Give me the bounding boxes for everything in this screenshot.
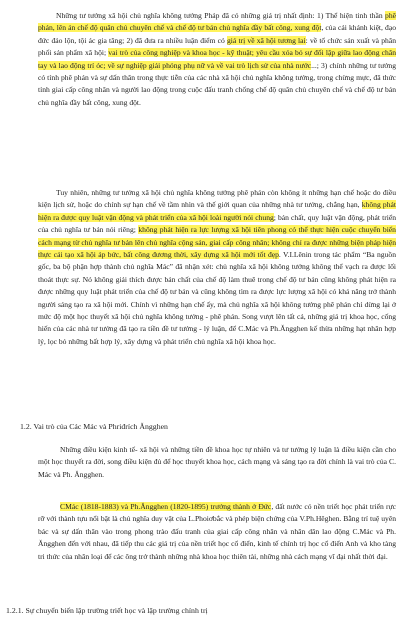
body-text: Những điều kiện kinh tế- xã hội và những tiền đề khoa học tự nhiên và tư tưởng lý luận là điều kiện cần cho một học thuyết ra đời, song điều kiện đủ để học thuyết khoa học, cách mạng và sáng tạo ra đời chính là vai trò của C. Mác và Ph. Ăngghen.: [38, 445, 396, 479]
body-text: ...; 3) chính những tư tưởng có tính phê phán và sự dấn thân trong thực tiễn của các nhà xã hội chủ nghĩa không tưởng, trong chừng mực, đã thức tỉnh giai cấp công nhân và người lao động trong cuộc đấu tranh chống chế độ quân chủ chuyên chế và chế độ tư bản chủ nghĩa đầy bất công, xung đột.: [38, 60, 396, 107]
paragraph-utopian-values: [38, 10, 396, 109]
highlighted-text: giá trị về xã hội tương lai: [226, 35, 306, 45]
body-text: Những tư tưởng xã hội chủ nghĩa không tưởng Pháp đã có những giá trị nhất định: 1) Thể hiện tinh thần: [56, 11, 386, 20]
highlighted-text: vai trò của công nghiệp và khoa học - kỹ thuật; yêu cầu xóa bỏ sự đối lập giữa lao động chân tay và lao động trí óc; về sự nghiệp giải phóng phụ nữ và về vai trò lịch sử của nhà nước: [38, 48, 396, 70]
highlighted-text: không phát hiện ra được quy luật vận động và phát triển của xã hội loài người nói chung: [38, 200, 396, 222]
body-text: . V.I.Lênin trong tác phẩm “Ba nguồn gốc, ba bộ phận hợp thành chủ nghĩa Mác” đã nhận xét: chủ nghĩa xã hội không tưởng không thể vạch ra được lối thoát thực sự. Nó không giải thích được bản chất của chế độ làm thuê trong chế độ tư bản cũng không phát hiện ra được những quy luật phát triển của chế độ tư bản và cũng không tìm ra được lực lượng xã hội có khả năng trở thành người sáng tạo ra xã hội mới. Chính vì những hạn chế ấy, mà chủ nghĩa xã hội không tưởng phê phán chỉ dừng lại ở mức độ một học thuyết xã hội chủ nghĩa không tưởng - phê phán. Song vượt lên tất cả, những giá trị khoa học, cống hiến của các nhà tư tưởng đã tạo ra tiền đề tư tưởng - lý luận, để C.Mác và Ph.Ăngghen kế thừa những hạt nhân hợp lý, lọc bỏ những bất hợp lý, xây dựng và phát triển chủ nghĩa xã hội khoa học.: [38, 250, 396, 346]
body-text: , của cải khánh kiệt, đạo đức đảo lộn, tội ác gia tăng; 2) đã đưa ra nhiều luận điểm có: [38, 23, 397, 45]
paragraph-conditions: [38, 444, 396, 481]
highlighted-text: không phát hiện ra lực lượng xã hội tiên phong có thể thực hiện cuộc chuyển biến cách mạng từ chủ nghĩa tư bản lên chủ nghĩa cộng sản, giai cấp công nhân; không chỉ ra được những biện pháp hiện thực cải tạo xã hội áp bức, bất công đương thời, xây dựng xã hội mới tốt đẹp: [38, 225, 396, 260]
subsection-heading-philosophical-shift: 1.2.1. Sự chuyển biến lập trường triết học và lập trường chính trị: [6, 606, 208, 615]
paragraph-marx-engels-bio: [38, 501, 396, 563]
body-text: : về tổ chức sản xuất và phân phối sản phẩm xã hội;: [38, 35, 396, 58]
highlighted-text: CMác (1818-1883) và Ph.Ăngghen (1820-1895) trưởng thành ở Đức: [60, 502, 272, 511]
highlighted-text: phê phán, lên án chế độ quân chủ chuyên chế và chế độ tư bản chủ nghĩa đầy bất công, xung đột: [38, 11, 396, 33]
paragraph-utopian-limitations: [38, 187, 396, 348]
body-text: , đất nước có nền triết học phát triển rực rỡ với thành tựu nổi bật là chủ nghĩa duy vật của L.Phoiơbắc và phép biện chứng của V.Ph.Hêghen. Bằng trí tuệ uyên bác và sự dấn thân vào trong phong trào đấu tranh của giai cấp công nhân và nhân dân lao động C.Mác và Ph. Ăngghen đến với nhau, đã tiếp thu các giá trị của nền triết học cổ điển, kinh tế chính trị học cổ điển Anh và kho tàng tri thức của nhân loại để các ông trở thành những nhà khoa học thiên tài, những nhà cách mạng vĩ đại nhất thời đại.: [38, 502, 396, 561]
body-text: ; bản chất, quy luật vận động, phát triển của chủ nghĩa tư bản nói riêng;: [38, 212, 396, 235]
body-text: Tuy nhiên, những tư tưởng xã hội chủ nghĩa không tưởng phê phán còn không ít những hạn chế hoặc do điều kiện lịch sử, hoặc do chính sự hạn chế về tầm nhìn và thế giới quan của những nhà tư tưởng, chẳng hạn,: [38, 188, 396, 210]
section-heading-marx-engels-role: 1.2. Vai trò của Các Mác và Phriđrích Ăngghen: [20, 422, 168, 431]
